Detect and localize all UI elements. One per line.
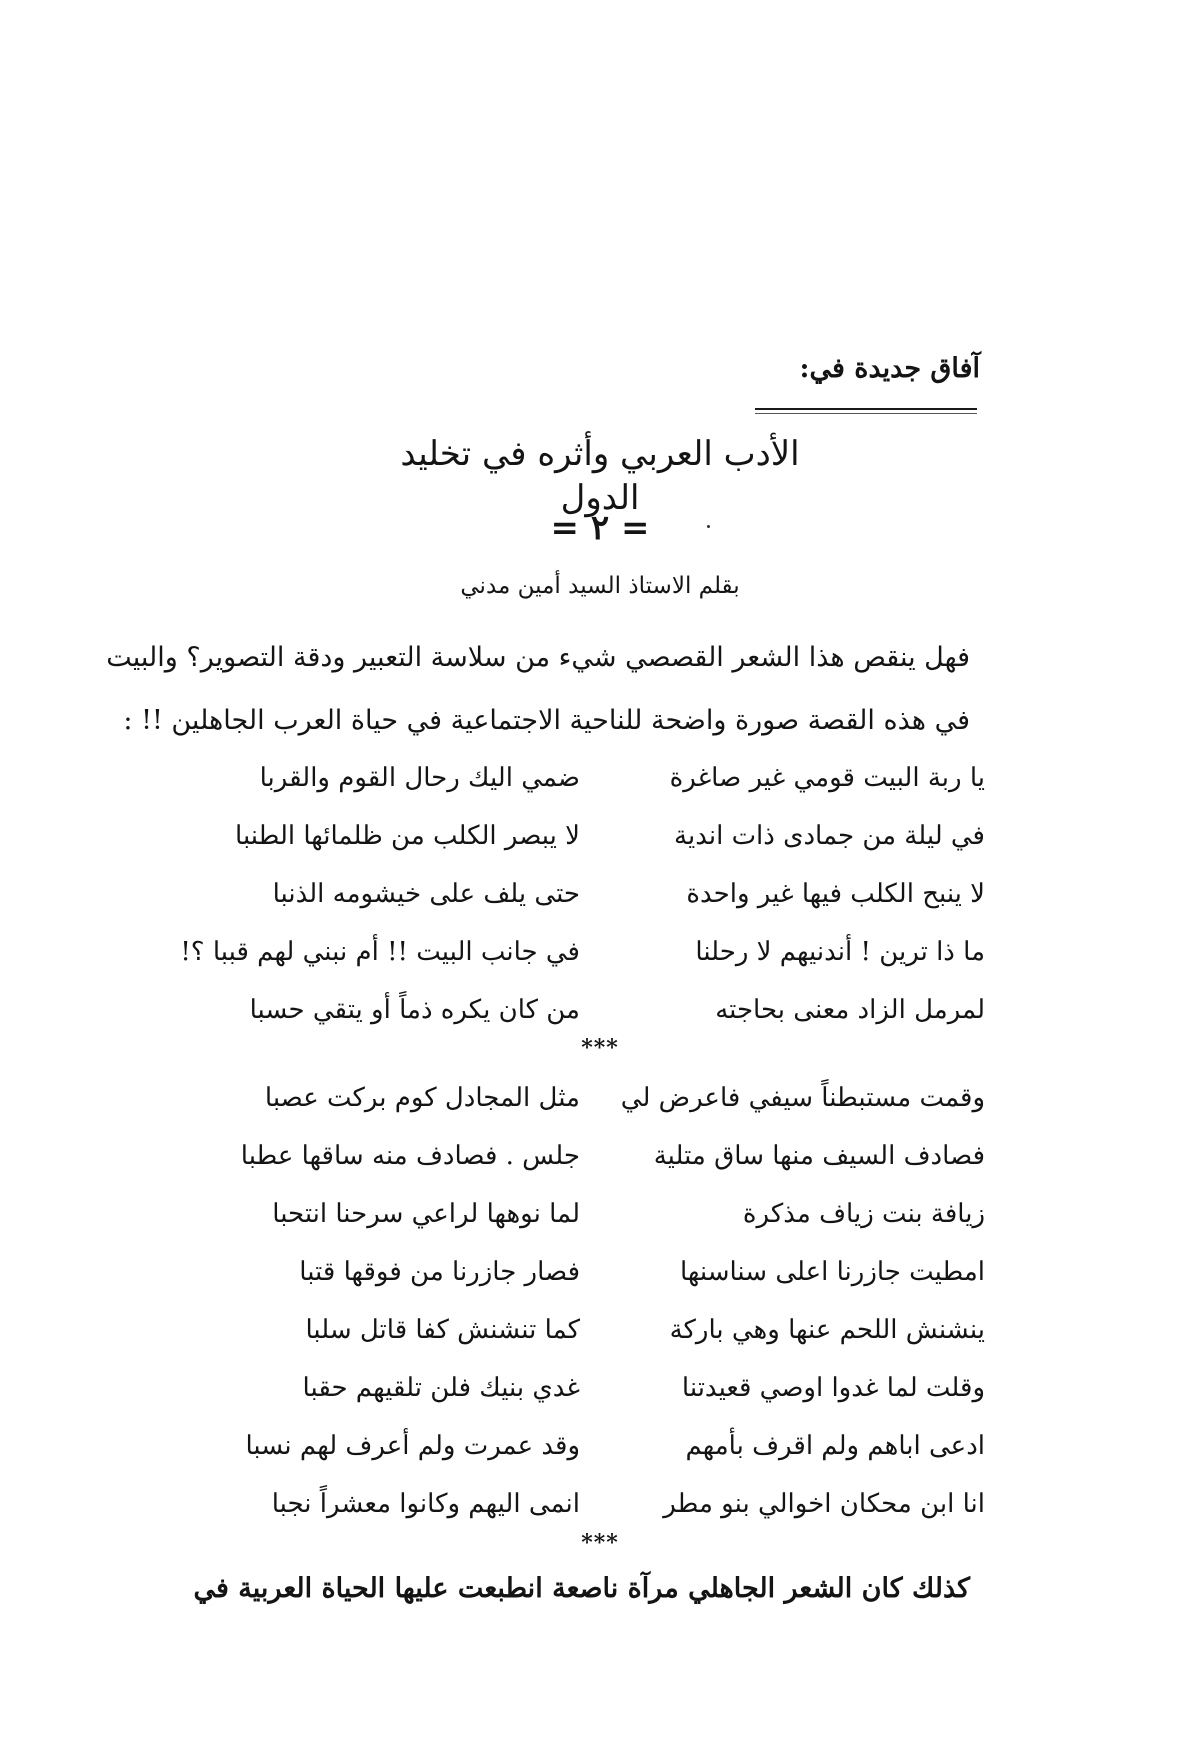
verse-first-hemistich: وقلت لما غدوا اوصي قعيدتنا: [681, 1373, 985, 1403]
verse-first-hemistich: زيافة بنت زياف مذكرة: [742, 1199, 985, 1229]
verse-first-hemistich: ما ذا ترين ! أندنيهم لا رحلنا: [695, 937, 985, 967]
verse-second-hemistich: في جانب البيت !! أم نبني لهم قببا ؟!: [180, 937, 580, 967]
verse-block-2: [205, 1080, 985, 1544]
intro-line-1: فهل ينقص هذا الشعر القصصي شيء من سلاسة التعبير ودقة التصوير؟ والبيت: [106, 642, 970, 673]
article-title: الأدب العربي وأثره في تخليد الدول: [400, 434, 800, 519]
verse-line: [205, 876, 985, 934]
part-number: = ٢ =: [550, 508, 650, 548]
verse-line: [205, 1370, 985, 1428]
verse-first-hemistich: لمرمل الزاد معنى بحاجته: [715, 995, 985, 1025]
verse-first-hemistich: فصادف السيف منها ساق متلية: [653, 1141, 985, 1171]
verse-first-hemistich: انا ابن محكان اخوالي بنو مطر: [663, 1489, 985, 1519]
verse-second-hemistich: انمى اليهم وكانوا معشراً نجبا: [271, 1489, 580, 1519]
stanza-separator: ***: [581, 1035, 619, 1061]
verse-second-hemistich: لا يبصر الكلب من ظلمائها الطنبا: [235, 821, 580, 851]
verse-line: [205, 1254, 985, 1312]
verse-first-hemistich: لا ينبح الكلب فيها غير واحدة: [686, 879, 985, 909]
verse-first-hemistich: ادعى اباهم ولم اقرف بأمهم: [685, 1431, 985, 1461]
verse-line: [205, 818, 985, 876]
verse-first-hemistich: في ليلة من جمادى ذات اندية: [674, 821, 985, 851]
section-rule-thin: [755, 413, 977, 414]
section-rule: [755, 408, 977, 410]
section-label: آفاق جديدة في:: [799, 353, 980, 384]
verse-first-hemistich: وقمت مستبطناً سيفي فاعرض لي: [620, 1083, 985, 1113]
verse-line: [205, 1312, 985, 1370]
print-speck: [707, 525, 710, 528]
verse-line: [205, 1080, 985, 1138]
verse-second-hemistich: ضمي اليك رحال القوم والقربا: [259, 763, 580, 793]
closing-line: كذلك كان الشعر الجاهلي مرآة ناصعة انطبعت عليها الحياة العربية في: [193, 1573, 970, 1604]
verse-first-hemistich: يا ربة البيت قومي غير صاغرة: [669, 763, 985, 793]
byline: بقلم الاستاذ السيد أمين مدني: [460, 573, 740, 599]
verse-line: [205, 760, 985, 818]
verse-second-hemistich: غدي بنيك فلن تلقيهم حقبا: [302, 1373, 580, 1403]
verse-line: [205, 1138, 985, 1196]
stanza-separator: ***: [581, 1530, 619, 1556]
verse-second-hemistich: فصار جازرنا من فوقها قتبا: [299, 1257, 580, 1287]
verse-second-hemistich: جلس . فصادف منه ساقها عطبا: [240, 1141, 580, 1171]
verse-second-hemistich: حتى يلف على خيشومه الذنبا: [272, 879, 580, 909]
verse-second-hemistich: مثل المجادل كوم بركت عصبا: [264, 1083, 580, 1113]
verse-second-hemistich: وقد عمرت ولم أعرف لهم نسبا: [245, 1431, 580, 1461]
verse-line: [205, 1428, 985, 1486]
verse-first-hemistich: امطيت جازرنا اعلى سناسنها: [679, 1257, 985, 1287]
verse-line: [180, 934, 985, 992]
verse-first-hemistich: ينشنش اللحم عنها وهي باركة: [669, 1315, 985, 1345]
verse-second-hemistich: كما تنشنش كفا قاتل سلبا: [305, 1315, 580, 1345]
verse-line: [205, 1196, 985, 1254]
verse-second-hemistich: من كان يكره ذماً أو يتقي حسبا: [249, 995, 580, 1025]
intro-line-2: في هذه القصة صورة واضحة للناحية الاجتماعية في حياة العرب الجاهلين !! :: [123, 705, 970, 736]
verse-block-1: [180, 760, 985, 1050]
verse-second-hemistich: لما نوهها لراعي سرحنا انتحبا: [272, 1199, 580, 1229]
